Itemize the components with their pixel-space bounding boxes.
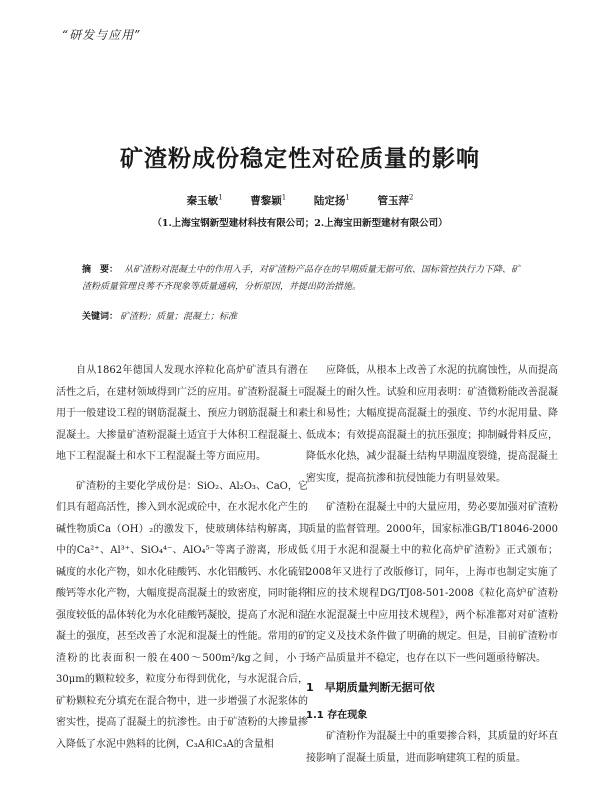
author-name: 秦玉敏: [186, 195, 219, 207]
body-paragraph: 矿渣粉作为混凝土中的重要掺合料，其质量的好坏直接影响了混凝土质量，进而影响建筑工程的质量。: [306, 731, 558, 764]
section-heading: 1 早期质量判断无据可依: [306, 681, 435, 694]
keywords-label: 关键词：: [82, 312, 119, 322]
column-tag: “研发与应用”: [62, 28, 142, 42]
body-paragraph: 矿渣粉在混凝土中的大量应用，势必要加强对矿渣粉质量的监督管理。2000年，国家标准GB/T18046-2000《用于水泥和混凝土中的粒化高炉矿渣粉》正式颁布；2008年又进行了改版修订，同年，上海市也制定实施了相应的技术规程DG/TJ08-501-2008《粒化高炉矿渣粉在水泥混凝土中应用技术规程》，两个标准都对对矿渣粉的定义及技术条件做了明确的规定。但是，目前矿渣粉市场产品质量并不稳定，也存在以下一些问题亟待解决。: [306, 502, 558, 664]
abstract-text: 从矿渣粉对混凝土中的作用入手，对矿渣粉产品存在的早期质量无据可依、国标管控执行力下降、矿渣粉质量管理良莠不齐现象等质量通病，分析原因，并提出防治措施。: [82, 265, 521, 292]
author: [377, 195, 413, 207]
body-paragraph: 矿渣粉的主要化学成份是：SiO₂、Al₂O₃、CaO，它们具有超高活性，掺入到水泥或砼中，在水泥水化产生的碱性物质Ca（OH）₂的激发下，使玻璃体结构解离，其中的Ca²⁺、Al³⁺、SiO₄⁴⁻、AlO₄⁵⁻等离子游离，形成低碱度的水化产物，如水化硅酸钙、水化铝酸钙、水化硫铝酸钙等水化产物，大幅度提高混凝土的致密度，同时能将强度较低的晶体转化为水化硅酸钙凝胶，提高了水泥和混凝土的强度，甚至改善了水泥和混凝土的性能。常用的矿渣粉的比表面积一般在400～500m²/kg之间，小于30μm的颗粒较多，粒度分布得到优化，与水泥混合后，矿粉颗粒充分填充在混合物中，进一步增强了水泥浆体的密实性，提高了混凝土的抗渗性。由于矿渣粉的大掺量掺入降低了水泥中熟料的比例，C₃A和C₃A的含量相: [56, 480, 308, 750]
author: [187, 195, 223, 207]
author-affiliation-mark: 1: [345, 193, 350, 202]
right-column: [306, 360, 558, 769]
left-column: [56, 360, 308, 755]
author: [314, 195, 350, 207]
abstract: [82, 262, 522, 296]
author-name: 管玉萍: [377, 195, 409, 207]
article-title: 矿渣粉成份稳定性对砼质量的影响: [120, 146, 480, 172]
subsection-heading: 1.1 存在现象: [306, 709, 368, 721]
author-affiliation-mark: 2: [408, 193, 414, 202]
author: [250, 195, 286, 207]
author-affiliation-mark: 1: [281, 193, 287, 202]
author-name: 曹黎颖: [250, 195, 282, 207]
author-name: 陆定扬: [313, 195, 346, 207]
keywords-text: 矿渣粉；质量；混凝土；标准: [120, 312, 238, 322]
author-list: [0, 193, 600, 208]
affiliations: （1.上海宝钢新型建材科技有限公司；2.上海宝田新型建材有限公司）: [152, 218, 448, 229]
author-affiliation-mark: 1: [218, 193, 223, 202]
body-paragraph: 应降低，从根本上改善了水泥的抗腐蚀性，从而提高混凝土的耐久性。试验和应用表明：矿渣微粉能改善混凝土和易性；大幅度提高混凝土的强度、节约水泥用量、降低成本；有效提高混凝土的抗压强度；抑制碱骨料反应，降低水化热，减少混凝土结构早期温度裂缝，提高混凝土密实度，提高抗渗和抗侵蚀能力有明显效果。: [306, 365, 558, 484]
abstract-label: 摘 要：: [82, 265, 119, 275]
body-paragraph: 自从1862年德国人发现水淬粒化高炉矿渣具有潜在活性之后，在建材领域得到广泛的应用。矿渣粉混凝土可用于一般建设工程的钢筋混凝土、预应力钢筋混凝土和素混凝土。大掺量矿渣粉混凝土适宜于大体积工程混凝土、地下工程混凝土和水下工程混凝土等方面应用。: [56, 365, 308, 462]
keywords: [82, 309, 522, 326]
